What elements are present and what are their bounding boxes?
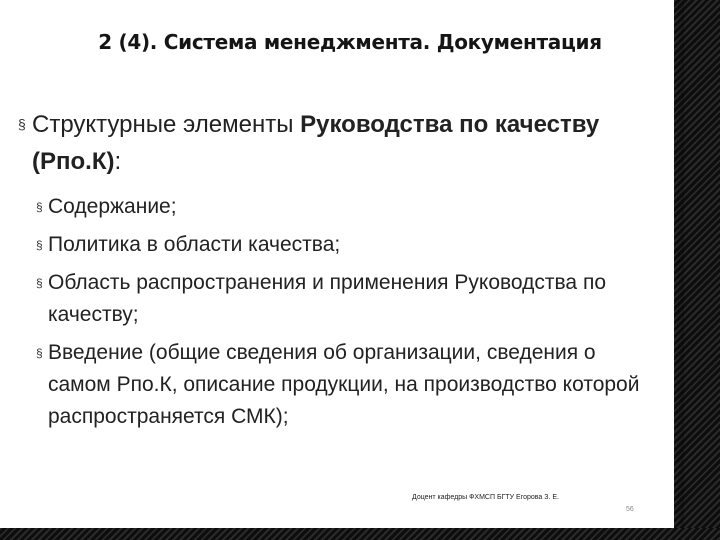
bullet-marker-icon: § (36, 276, 43, 290)
bullet-marker-icon: § (36, 346, 43, 360)
frame-border-right (674, 0, 720, 540)
bullet-marker-icon: § (36, 238, 43, 252)
sub-bullet-item (36, 267, 658, 331)
sub-bullet-item (36, 191, 658, 223)
bullet-marker-icon: § (18, 116, 26, 132)
footer-author: Доцент кафедры ФХМСП БГТУ Егорова З. Е. (412, 494, 559, 501)
bullet-marker-icon: § (36, 200, 43, 214)
sub-bullet-text: Область распространения и применения Руководства по качеству; (48, 271, 606, 326)
page-number: 56 (626, 506, 634, 513)
sub-bullet-text: Содержание; (48, 195, 177, 218)
sub-bullet-item (36, 229, 658, 261)
slide-content (18, 106, 658, 439)
frame-border-bottom (0, 528, 720, 540)
sub-bullet-item (36, 337, 658, 433)
sub-bullet-list (18, 191, 658, 433)
main-bullet-text: Структурные элементы (32, 111, 301, 138)
sub-bullet-text: Введение (общие сведения об организации, сведения о самом Рпо.К, описание продукции, на производство которой распространяется СМК); (48, 341, 640, 428)
sub-bullet-text: Политика в области качества; (48, 233, 341, 256)
main-bullet-colon: : (114, 148, 122, 175)
main-bullet-bold-text: Руководства по качеству (Рпо.К) (32, 111, 600, 175)
slide-title: 2 (4). Система менеджмента. Документация (98, 30, 602, 54)
main-bullet (18, 106, 658, 180)
